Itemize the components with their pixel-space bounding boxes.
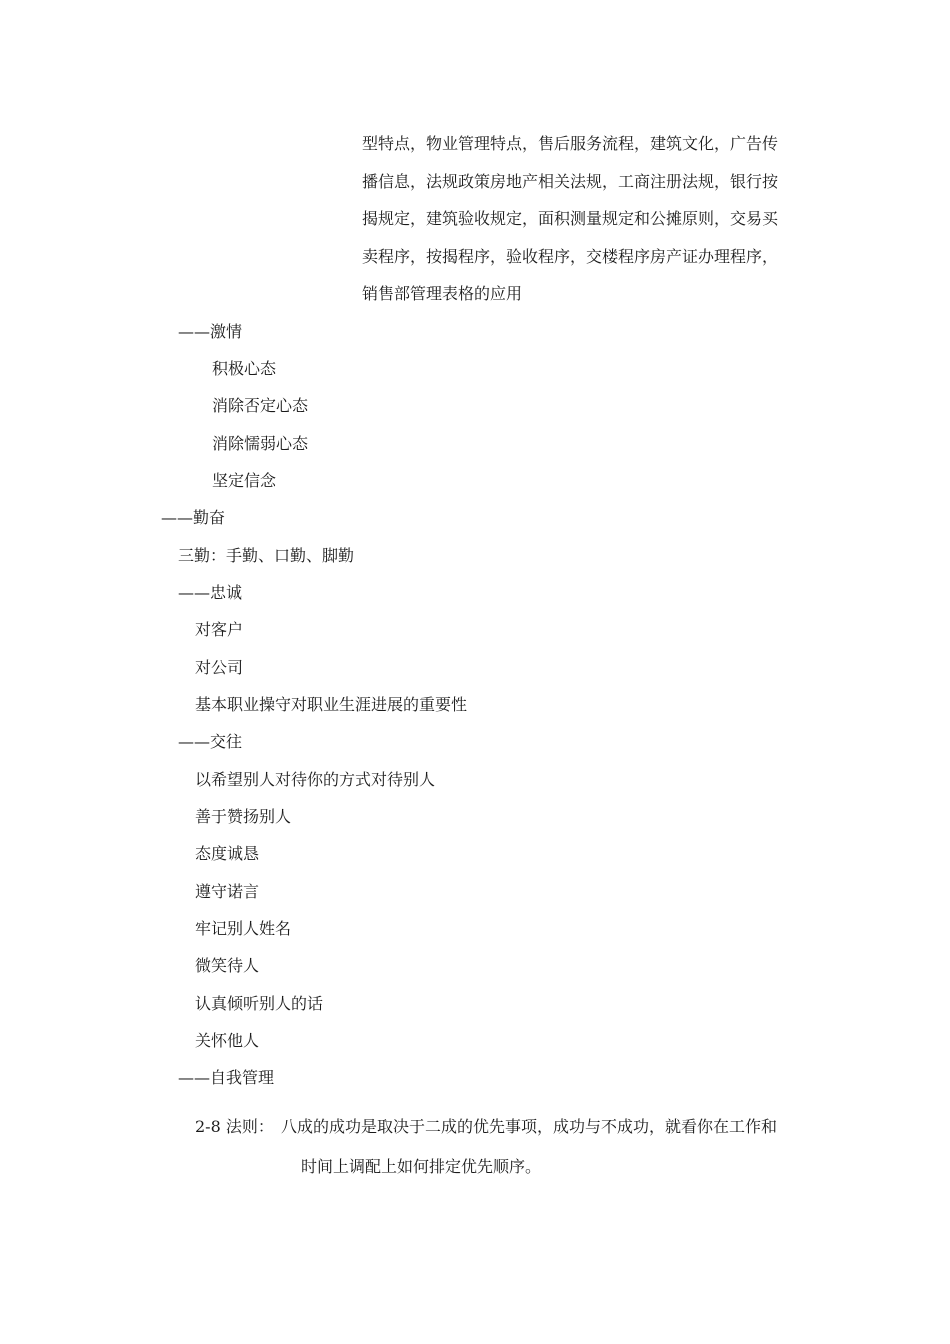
list-item: 善于赞扬别人 — [195, 807, 292, 826]
paragraph-line: 卖程序，按揭程序，验收程序，交楼程序房产证办理程序， — [362, 246, 779, 266]
section-heading-self-management: ——自我管理 — [178, 1068, 275, 1087]
list-item: 牢记别人姓名 — [195, 919, 292, 938]
rule-text-line: 时间上调配上如何排定优先顺序。 — [301, 1157, 542, 1176]
paragraph-line: 揭规定，建筑验收规定，面积测量规定和公摊原则，交易买 — [362, 209, 779, 228]
list-item: 态度诚恳 — [195, 844, 260, 863]
list-item: 微笑待人 — [195, 956, 260, 975]
rule-text-line: 八成的成功是取决于二成的优先事项，成功与不成功，就看你在工作和 — [281, 1117, 778, 1136]
list-item: 三勤：手勤、口勤、脚勤 — [178, 546, 355, 565]
section-heading-loyalty: ——忠诚 — [178, 583, 243, 602]
section-heading-passion: ——激情 — [178, 322, 243, 341]
list-item: 遵守诺言 — [195, 882, 260, 901]
paragraph-line: 销售部管理表格的应用 — [362, 284, 523, 303]
list-item: 坚定信念 — [212, 471, 277, 490]
paragraph-line: 播信息，法规政策房地产相关法规，工商注册法规，银行按 — [362, 171, 779, 191]
intro-paragraph — [362, 125, 807, 313]
list-item: 积极心态 — [212, 359, 277, 378]
paragraph-line: 型特点，物业管理特点，售后服务流程，建筑文化，广告传 — [362, 134, 779, 153]
section-heading-interaction: ——交往 — [178, 732, 243, 751]
list-item: 以希望别人对待你的方式对待别人 — [195, 770, 436, 789]
list-item: 对公司 — [195, 658, 244, 677]
list-item: 关怀他人 — [195, 1031, 260, 1050]
list-item: 消除懦弱心态 — [212, 434, 309, 453]
list-item: 对客户 — [195, 620, 244, 639]
list-item: 消除否定心态 — [212, 396, 309, 415]
list-item: 认真倾听别人的话 — [195, 994, 324, 1013]
rule-label: 2-8 法则： — [195, 1117, 274, 1136]
section-heading-diligence: ——勤奋 — [161, 508, 226, 527]
list-item: 基本职业操守对职业生涯进展的重要性 — [195, 695, 468, 714]
